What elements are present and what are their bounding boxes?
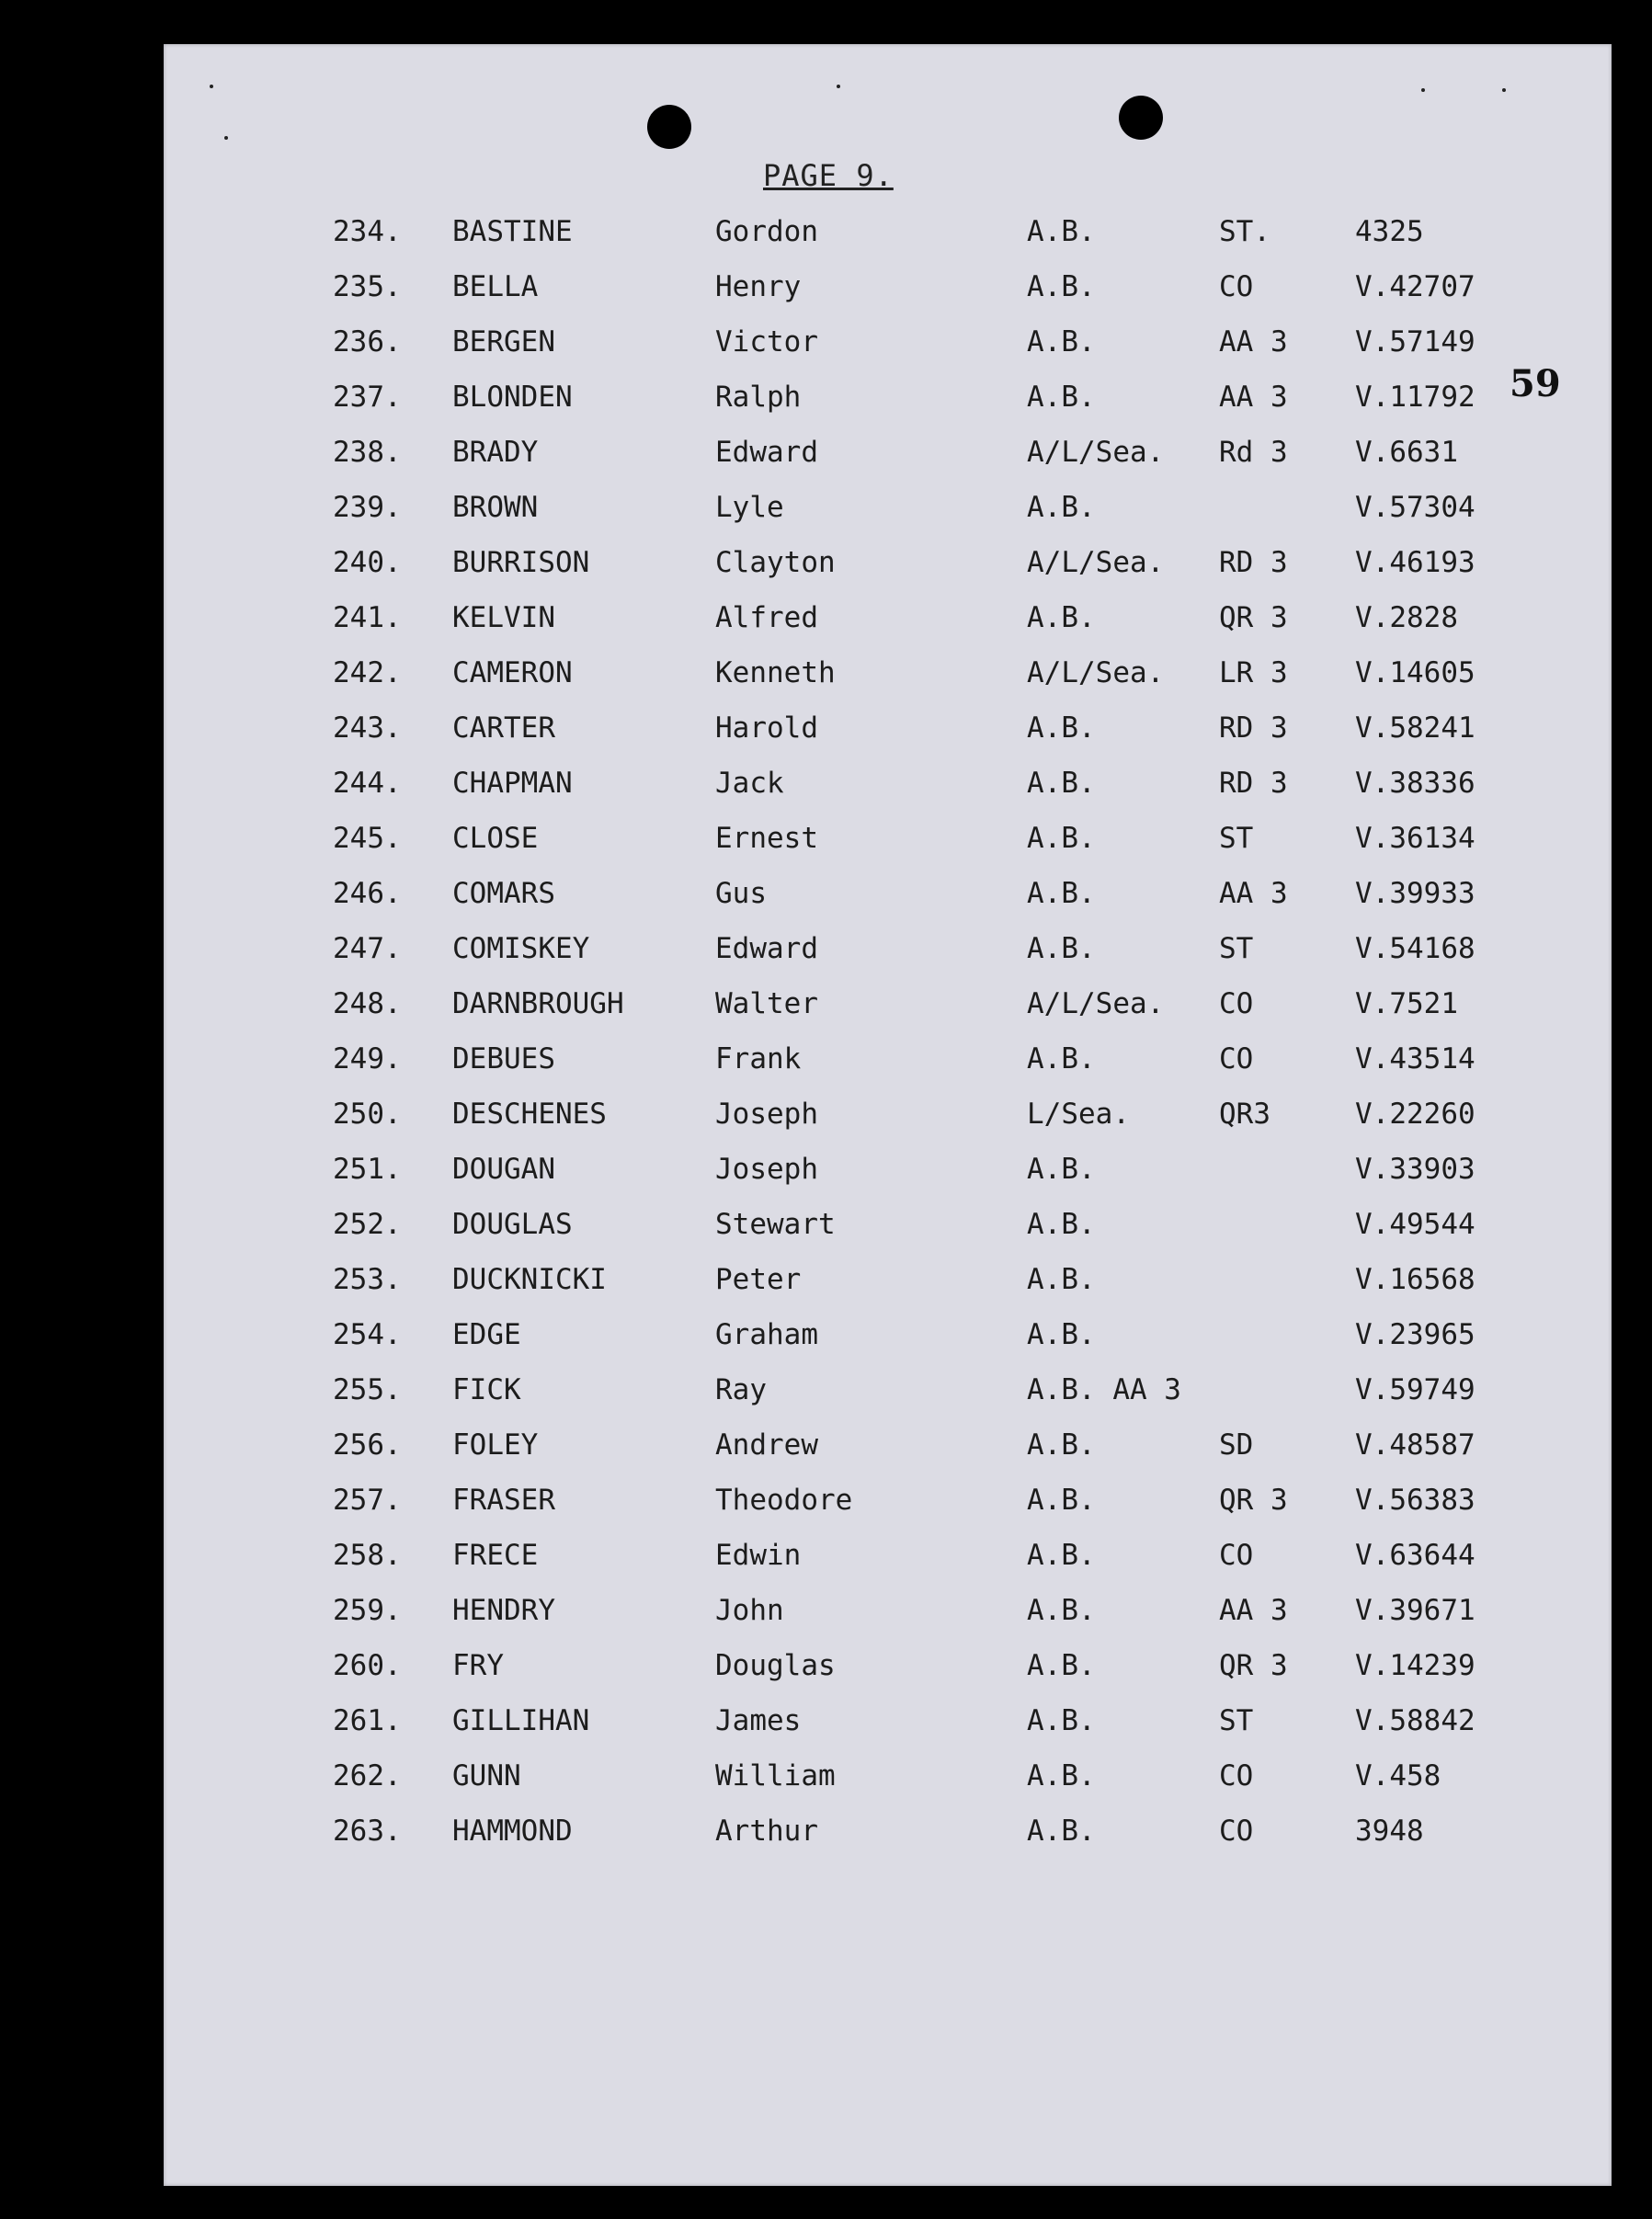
list-item (0, 702, 1652, 757)
list-item (0, 592, 1652, 647)
surname: GILLIHAN (452, 1704, 590, 1737)
list-item (0, 1750, 1652, 1805)
list-item (0, 1088, 1652, 1144)
unit-code: CO (1219, 1759, 1254, 1792)
official-number: V.14239 (1355, 1649, 1475, 1682)
given-name: Edwin (715, 1539, 802, 1572)
entry-number: 245. (333, 822, 402, 855)
rank: A.B. (1027, 1428, 1096, 1462)
unit-code: CO (1219, 1042, 1254, 1075)
unit-code: QR 3 (1219, 1649, 1288, 1682)
unit-code: ST. (1219, 215, 1270, 248)
official-number: V.23965 (1355, 1318, 1475, 1351)
official-number: V.6631 (1355, 436, 1458, 469)
surname: GUNN (452, 1759, 521, 1792)
unit-code: LR 3 (1219, 656, 1288, 689)
official-number: V.11792 (1355, 381, 1475, 414)
entry-number: 235. (333, 270, 402, 303)
official-number: 4325 (1355, 215, 1424, 248)
list-item (0, 1585, 1652, 1640)
official-number: V.7521 (1355, 987, 1458, 1020)
surname: FICK (452, 1373, 521, 1406)
given-name: Edward (715, 932, 818, 965)
given-name: Alfred (715, 601, 818, 634)
official-number: V.56383 (1355, 1484, 1475, 1517)
surname: DARNBROUGH (452, 987, 624, 1020)
entry-number: 237. (333, 381, 402, 414)
rank: A.B. (1027, 601, 1096, 634)
list-item (0, 1640, 1652, 1695)
rank: A/L/Sea. (1027, 436, 1165, 469)
list-item (0, 757, 1652, 813)
list-item (0, 1199, 1652, 1254)
entry-number: 246. (333, 877, 402, 910)
official-number: V.458 (1355, 1759, 1441, 1792)
surname: DOUGAN (452, 1153, 555, 1186)
rank: A/L/Sea. (1027, 656, 1165, 689)
given-name: Andrew (715, 1428, 818, 1462)
rank: A.B. (1027, 1318, 1096, 1351)
list-item (0, 316, 1652, 371)
surname: DEBUES (452, 1042, 555, 1075)
rank: A.B. (1027, 215, 1096, 248)
official-number: V.38336 (1355, 767, 1475, 800)
unit-code: RD 3 (1219, 711, 1288, 745)
unit-code: ST (1219, 822, 1254, 855)
list-item (0, 813, 1652, 868)
entry-number: 243. (333, 711, 402, 745)
unit-code: ST (1219, 1704, 1254, 1737)
entry-number: 248. (333, 987, 402, 1020)
entry-number: 251. (333, 1153, 402, 1186)
surname: HENDRY (452, 1594, 555, 1627)
list-item (0, 1309, 1652, 1364)
given-name: Harold (715, 711, 818, 745)
surname: KELVIN (452, 601, 555, 634)
rank: A/L/Sea. (1027, 546, 1165, 579)
punch-hole-right (1119, 96, 1163, 140)
given-name: Joseph (715, 1098, 818, 1131)
entry-number: 239. (333, 491, 402, 524)
surname: CLOSE (452, 822, 539, 855)
entry-number: 250. (333, 1098, 402, 1131)
surname: DESCHENES (452, 1098, 607, 1131)
list-item (0, 1364, 1652, 1419)
entry-number: 260. (333, 1649, 402, 1682)
given-name: Clayton (715, 546, 836, 579)
speck-mark (1421, 88, 1425, 92)
rank: A.B. (1027, 1594, 1096, 1627)
surname: FOLEY (452, 1428, 539, 1462)
official-number: V.33903 (1355, 1153, 1475, 1186)
list-item (0, 1474, 1652, 1530)
surname: FRECE (452, 1539, 539, 1572)
official-number: V.54168 (1355, 932, 1475, 965)
entry-number: 238. (333, 436, 402, 469)
given-name: Theodore (715, 1484, 853, 1517)
entry-number: 263. (333, 1815, 402, 1848)
given-name: Douglas (715, 1649, 836, 1682)
rank: A.B. (1027, 822, 1096, 855)
entry-number: 258. (333, 1539, 402, 1572)
rank: A.B. (1027, 325, 1096, 358)
surname: COMARS (452, 877, 555, 910)
surname: DUCKNICKI (452, 1263, 607, 1296)
unit-code: AA 3 (1219, 1594, 1288, 1627)
list-item (0, 1805, 1652, 1861)
surname: BLONDEN (452, 381, 573, 414)
speck-mark (210, 85, 213, 88)
unit-code: SD (1219, 1428, 1254, 1462)
rank: A.B. (1027, 767, 1096, 800)
rank: A.B. (1027, 1704, 1096, 1737)
entry-number: 262. (333, 1759, 402, 1792)
given-name: Jack (715, 767, 784, 800)
list-item (0, 537, 1652, 592)
rank: A.B. (1027, 877, 1096, 910)
given-name: Arthur (715, 1815, 818, 1848)
rank: A.B. (1027, 381, 1096, 414)
crew-list (0, 206, 1652, 1861)
list-item (0, 923, 1652, 978)
entry-number: 257. (333, 1484, 402, 1517)
entry-number: 247. (333, 932, 402, 965)
given-name: Graham (715, 1318, 818, 1351)
unit-code: QR 3 (1219, 601, 1288, 634)
surname: CAMERON (452, 656, 573, 689)
surname: EDGE (452, 1318, 521, 1351)
entry-number: 255. (333, 1373, 402, 1406)
list-item (0, 261, 1652, 316)
list-item (0, 1254, 1652, 1309)
entry-number: 256. (333, 1428, 402, 1462)
rank: A.B. (1027, 711, 1096, 745)
official-number: V.58241 (1355, 711, 1475, 745)
rank: A.B. (1027, 1649, 1096, 1682)
surname: BASTINE (452, 215, 573, 248)
unit-code: RD 3 (1219, 546, 1288, 579)
rank: A.B. (1027, 932, 1096, 965)
entry-number: 242. (333, 656, 402, 689)
official-number: V.57149 (1355, 325, 1475, 358)
official-number: V.22260 (1355, 1098, 1475, 1131)
list-item (0, 1419, 1652, 1474)
list-item (0, 647, 1652, 702)
given-name: Stewart (715, 1208, 836, 1241)
unit-code: QR3 (1219, 1098, 1270, 1131)
surname: BRADY (452, 436, 539, 469)
unit-code: CO (1219, 1815, 1254, 1848)
list-item (0, 1695, 1652, 1750)
rank: A.B. AA 3 (1027, 1373, 1181, 1406)
given-name: Gus (715, 877, 767, 910)
rank: A.B. (1027, 1815, 1096, 1848)
surname: FRASER (452, 1484, 555, 1517)
surname: BELLA (452, 270, 539, 303)
surname: CARTER (452, 711, 555, 745)
rank: A.B. (1027, 1042, 1096, 1075)
list-item (0, 1144, 1652, 1199)
rank: A.B. (1027, 270, 1096, 303)
given-name: Henry (715, 270, 802, 303)
entry-number: 253. (333, 1263, 402, 1296)
given-name: John (715, 1594, 784, 1627)
speck-mark (224, 136, 228, 140)
given-name: Walter (715, 987, 818, 1020)
official-number: V.58842 (1355, 1704, 1475, 1737)
given-name: Ray (715, 1373, 767, 1406)
rank: L/Sea. (1027, 1098, 1130, 1131)
given-name: Gordon (715, 215, 818, 248)
unit-code: AA 3 (1219, 877, 1288, 910)
entry-number: 244. (333, 767, 402, 800)
official-number: V.2828 (1355, 601, 1458, 634)
list-item (0, 427, 1652, 482)
official-number: V.59749 (1355, 1373, 1475, 1406)
given-name: William (715, 1759, 836, 1792)
speck-mark (1502, 88, 1506, 92)
unit-code: CO (1219, 270, 1254, 303)
list-item (0, 868, 1652, 923)
unit-code: RD 3 (1219, 767, 1288, 800)
official-number: V.63644 (1355, 1539, 1475, 1572)
unit-code: CO (1219, 987, 1254, 1020)
rank: A.B. (1027, 1484, 1096, 1517)
rank: A.B. (1027, 1539, 1096, 1572)
rank: A.B. (1027, 1759, 1096, 1792)
given-name: James (715, 1704, 802, 1737)
given-name: Frank (715, 1042, 802, 1075)
entry-number: 234. (333, 215, 402, 248)
rank: A/L/Sea. (1027, 987, 1165, 1020)
speck-mark (837, 85, 840, 88)
given-name: Peter (715, 1263, 802, 1296)
rank: A.B. (1027, 1153, 1096, 1186)
list-item (0, 371, 1652, 427)
official-number: V.39671 (1355, 1594, 1475, 1627)
list-item (0, 482, 1652, 537)
unit-code: QR 3 (1219, 1484, 1288, 1517)
entry-number: 240. (333, 546, 402, 579)
entry-number: 252. (333, 1208, 402, 1241)
page-stamp-number: 59 (1510, 362, 1561, 405)
given-name: Kenneth (715, 656, 836, 689)
punch-hole-left (647, 105, 691, 149)
official-number: V.14605 (1355, 656, 1475, 689)
given-name: Victor (715, 325, 818, 358)
list-item (0, 1033, 1652, 1088)
entry-number: 249. (333, 1042, 402, 1075)
surname: CHAPMAN (452, 767, 573, 800)
surname: BROWN (452, 491, 539, 524)
entry-number: 241. (333, 601, 402, 634)
given-name: Joseph (715, 1153, 818, 1186)
rank: A.B. (1027, 491, 1096, 524)
surname: BURRISON (452, 546, 590, 579)
unit-code: Rd 3 (1219, 436, 1288, 469)
unit-code: AA 3 (1219, 325, 1288, 358)
list-item (0, 978, 1652, 1033)
rank: A.B. (1027, 1208, 1096, 1241)
unit-code: CO (1219, 1539, 1254, 1572)
rank: A.B. (1027, 1263, 1096, 1296)
surname: FRY (452, 1649, 504, 1682)
official-number: V.49544 (1355, 1208, 1475, 1241)
official-number: V.39933 (1355, 877, 1475, 910)
list-item (0, 206, 1652, 261)
official-number: V.36134 (1355, 822, 1475, 855)
unit-code: ST (1219, 932, 1254, 965)
given-name: Ralph (715, 381, 802, 414)
page-title: PAGE 9. (763, 158, 894, 193)
surname: HAMMOND (452, 1815, 573, 1848)
entry-number: 236. (333, 325, 402, 358)
official-number: V.48587 (1355, 1428, 1475, 1462)
official-number: V.57304 (1355, 491, 1475, 524)
surname: COMISKEY (452, 932, 590, 965)
surname: BERGEN (452, 325, 555, 358)
official-number: V.42707 (1355, 270, 1475, 303)
official-number: V.43514 (1355, 1042, 1475, 1075)
given-name: Ernest (715, 822, 818, 855)
entry-number: 261. (333, 1704, 402, 1737)
official-number: 3948 (1355, 1815, 1424, 1848)
given-name: Lyle (715, 491, 784, 524)
official-number: V.16568 (1355, 1263, 1475, 1296)
list-item (0, 1530, 1652, 1585)
entry-number: 259. (333, 1594, 402, 1627)
official-number: V.46193 (1355, 546, 1475, 579)
entry-number: 254. (333, 1318, 402, 1351)
given-name: Edward (715, 436, 818, 469)
surname: DOUGLAS (452, 1208, 573, 1241)
unit-code: AA 3 (1219, 381, 1288, 414)
